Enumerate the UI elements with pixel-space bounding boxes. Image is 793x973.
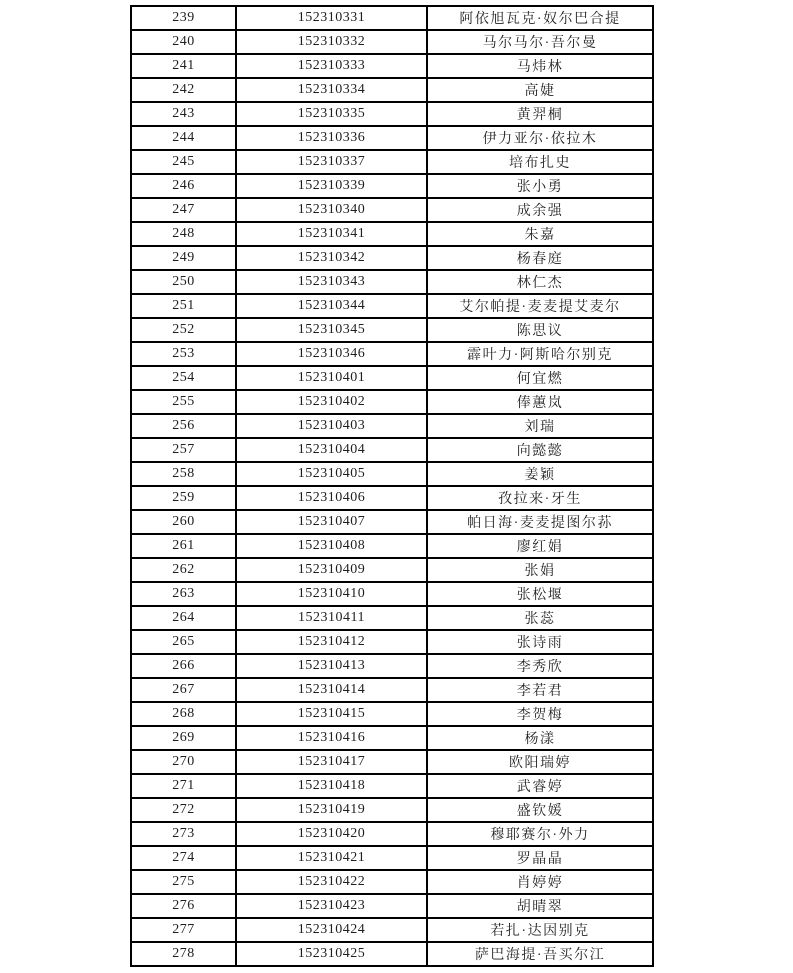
row-number-cell: 260	[131, 510, 236, 534]
row-number-cell: 263	[131, 582, 236, 606]
student-name-cell: 张蕊	[427, 606, 653, 630]
row-number-cell: 257	[131, 438, 236, 462]
row-number-cell: 252	[131, 318, 236, 342]
student-name-cell: 帕日海·麦麦提图尔荪	[427, 510, 653, 534]
row-number-cell: 254	[131, 366, 236, 390]
student-name-cell: 陈思议	[427, 318, 653, 342]
table-row	[131, 390, 653, 414]
table-row	[131, 174, 653, 198]
student-name-cell: 伊力亚尔·依拉木	[427, 126, 653, 150]
row-number-cell: 255	[131, 390, 236, 414]
row-number-cell: 247	[131, 198, 236, 222]
row-number-cell: 268	[131, 702, 236, 726]
table-row	[131, 414, 653, 438]
student-id-cell: 152310335	[236, 102, 427, 126]
student-id-cell: 152310417	[236, 750, 427, 774]
row-number-cell: 267	[131, 678, 236, 702]
student-id-cell: 152310405	[236, 462, 427, 486]
student-name-cell: 向懿懿	[427, 438, 653, 462]
student-name-cell: 马尔马尔·吾尔曼	[427, 30, 653, 54]
table-row	[131, 918, 653, 942]
student-id-cell: 152310421	[236, 846, 427, 870]
student-name-cell: 俸蕙岚	[427, 390, 653, 414]
student-id-cell: 152310402	[236, 390, 427, 414]
row-number-cell: 265	[131, 630, 236, 654]
student-id-cell: 152310346	[236, 342, 427, 366]
student-id-cell: 152310422	[236, 870, 427, 894]
table-row	[131, 726, 653, 750]
student-roster-table	[130, 5, 654, 967]
row-number-cell: 266	[131, 654, 236, 678]
student-name-cell: 若扎·达因别克	[427, 918, 653, 942]
student-id-cell: 152310412	[236, 630, 427, 654]
row-number-cell: 277	[131, 918, 236, 942]
table-row	[131, 318, 653, 342]
table-row	[131, 894, 653, 918]
student-name-cell: 杨春庭	[427, 246, 653, 270]
student-id-cell: 152310418	[236, 774, 427, 798]
row-number-cell: 272	[131, 798, 236, 822]
student-name-cell: 杨漾	[427, 726, 653, 750]
student-id-cell: 152310411	[236, 606, 427, 630]
student-name-cell: 朱嘉	[427, 222, 653, 246]
row-number-cell: 240	[131, 30, 236, 54]
row-number-cell: 256	[131, 414, 236, 438]
table-row	[131, 30, 653, 54]
table-row	[131, 294, 653, 318]
student-id-cell: 152310424	[236, 918, 427, 942]
row-number-cell: 243	[131, 102, 236, 126]
student-id-cell: 152310401	[236, 366, 427, 390]
student-id-cell: 152310334	[236, 78, 427, 102]
student-id-cell: 152310414	[236, 678, 427, 702]
row-number-cell: 259	[131, 486, 236, 510]
student-id-cell: 152310341	[236, 222, 427, 246]
student-name-cell: 盛钦媛	[427, 798, 653, 822]
table-row	[131, 654, 653, 678]
student-name-cell: 胡晴翠	[427, 894, 653, 918]
row-number-cell: 245	[131, 150, 236, 174]
student-name-cell: 武睿婷	[427, 774, 653, 798]
table-row	[131, 774, 653, 798]
student-name-cell: 艾尔帕提·麦麦提艾麦尔	[427, 294, 653, 318]
student-name-cell: 林仁杰	[427, 270, 653, 294]
row-number-cell: 273	[131, 822, 236, 846]
student-name-cell: 刘瑞	[427, 414, 653, 438]
student-name-cell: 李若君	[427, 678, 653, 702]
student-id-cell: 152310420	[236, 822, 427, 846]
student-id-cell: 152310410	[236, 582, 427, 606]
student-id-cell: 152310406	[236, 486, 427, 510]
table-row	[131, 582, 653, 606]
table-row	[131, 54, 653, 78]
row-number-cell: 249	[131, 246, 236, 270]
student-name-cell: 李秀欣	[427, 654, 653, 678]
row-number-cell: 275	[131, 870, 236, 894]
student-name-cell: 李贺梅	[427, 702, 653, 726]
student-id-cell: 152310415	[236, 702, 427, 726]
row-number-cell: 274	[131, 846, 236, 870]
table-row	[131, 630, 653, 654]
student-name-cell: 黄羿桐	[427, 102, 653, 126]
student-id-cell: 152310403	[236, 414, 427, 438]
row-number-cell: 264	[131, 606, 236, 630]
table-row	[131, 246, 653, 270]
student-id-cell: 152310339	[236, 174, 427, 198]
table-row	[131, 78, 653, 102]
student-id-cell: 152310407	[236, 510, 427, 534]
student-name-cell: 何宜燃	[427, 366, 653, 390]
table-row	[131, 270, 653, 294]
table-row	[131, 222, 653, 246]
student-id-cell: 152310416	[236, 726, 427, 750]
row-number-cell: 262	[131, 558, 236, 582]
student-name-cell: 姜颖	[427, 462, 653, 486]
student-name-cell: 肖婷婷	[427, 870, 653, 894]
student-id-cell: 152310342	[236, 246, 427, 270]
student-name-cell: 张诗雨	[427, 630, 653, 654]
student-name-cell: 张娟	[427, 558, 653, 582]
student-id-cell: 152310419	[236, 798, 427, 822]
table-row	[131, 150, 653, 174]
student-name-cell: 张松堰	[427, 582, 653, 606]
table-row	[131, 870, 653, 894]
student-id-cell: 152310343	[236, 270, 427, 294]
table-row	[131, 750, 653, 774]
student-name-cell: 马炜林	[427, 54, 653, 78]
row-number-cell: 278	[131, 942, 236, 966]
row-number-cell: 270	[131, 750, 236, 774]
row-number-cell: 244	[131, 126, 236, 150]
student-name-cell: 培布扎史	[427, 150, 653, 174]
row-number-cell: 251	[131, 294, 236, 318]
row-number-cell: 271	[131, 774, 236, 798]
student-id-cell: 152310408	[236, 534, 427, 558]
table-row	[131, 798, 653, 822]
student-name-cell: 罗晶晶	[427, 846, 653, 870]
table-row	[131, 102, 653, 126]
table-row	[131, 702, 653, 726]
table-row	[131, 558, 653, 582]
student-name-cell: 阿依旭瓦克·奴尔巴合提	[427, 6, 653, 30]
row-number-cell: 276	[131, 894, 236, 918]
row-number-cell: 253	[131, 342, 236, 366]
student-name-cell: 霹叶力·阿斯哈尔别克	[427, 342, 653, 366]
row-number-cell: 258	[131, 462, 236, 486]
student-id-cell: 152310345	[236, 318, 427, 342]
table-row	[131, 534, 653, 558]
student-id-cell: 152310337	[236, 150, 427, 174]
student-name-cell: 孜拉来·牙生	[427, 486, 653, 510]
student-name-cell: 穆耶赛尔·外力	[427, 822, 653, 846]
student-table-body	[131, 6, 653, 966]
student-id-cell: 152310404	[236, 438, 427, 462]
row-number-cell: 261	[131, 534, 236, 558]
student-id-cell: 152310333	[236, 54, 427, 78]
row-number-cell: 241	[131, 54, 236, 78]
table-row	[131, 438, 653, 462]
table-row	[131, 942, 653, 966]
student-id-cell: 152310332	[236, 30, 427, 54]
student-name-cell: 欧阳瑞婷	[427, 750, 653, 774]
row-number-cell: 250	[131, 270, 236, 294]
table-row	[131, 126, 653, 150]
table-row	[131, 846, 653, 870]
row-number-cell: 242	[131, 78, 236, 102]
table-row	[131, 486, 653, 510]
student-id-cell: 152310340	[236, 198, 427, 222]
student-name-cell: 萨巴海提·吾买尔江	[427, 942, 653, 966]
row-number-cell: 269	[131, 726, 236, 750]
row-number-cell: 239	[131, 6, 236, 30]
table-row	[131, 342, 653, 366]
student-name-cell: 廖红娟	[427, 534, 653, 558]
table-row	[131, 606, 653, 630]
student-name-cell: 成余强	[427, 198, 653, 222]
table-row	[131, 6, 653, 30]
table-row	[131, 678, 653, 702]
student-id-cell: 152310425	[236, 942, 427, 966]
student-name-cell: 高婕	[427, 78, 653, 102]
student-id-cell: 152310423	[236, 894, 427, 918]
student-id-cell: 152310344	[236, 294, 427, 318]
student-id-cell: 152310336	[236, 126, 427, 150]
table-row	[131, 510, 653, 534]
table-row	[131, 462, 653, 486]
student-name-cell: 张小勇	[427, 174, 653, 198]
student-id-cell: 152310331	[236, 6, 427, 30]
table-row	[131, 198, 653, 222]
table-row	[131, 366, 653, 390]
table-row	[131, 822, 653, 846]
row-number-cell: 246	[131, 174, 236, 198]
student-id-cell: 152310409	[236, 558, 427, 582]
row-number-cell: 248	[131, 222, 236, 246]
student-id-cell: 152310413	[236, 654, 427, 678]
